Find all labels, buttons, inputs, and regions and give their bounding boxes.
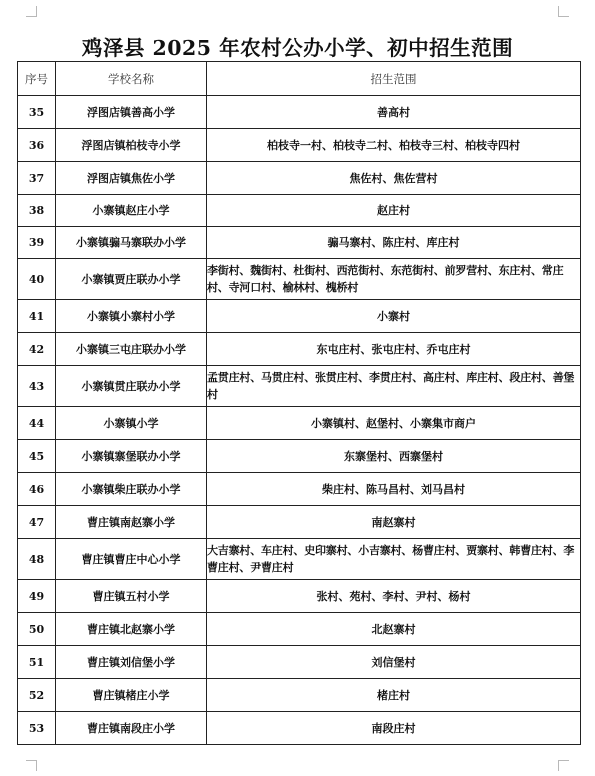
school-name: 小寨镇柴庄联办小学 <box>56 473 207 506</box>
enrollment-scope: 柴庄村、陈马昌村、刘马昌村 <box>207 473 581 506</box>
row-number: 38 <box>18 195 56 227</box>
enrollment-scope: 南赵寨村 <box>207 506 581 539</box>
school-name: 浮图店镇柏枝寺小学 <box>56 129 207 162</box>
enrollment-scope: 柏枝寺一村、柏枝寺二村、柏枝寺三村、柏枝寺四村 <box>207 129 581 162</box>
row-number: 52 <box>18 679 56 712</box>
table-row <box>18 440 581 473</box>
enrollment-scope: 北赵寨村 <box>207 613 581 646</box>
table-header-row <box>18 62 581 96</box>
enrollment-scope: 骟马寨村、陈庄村、库庄村 <box>207 227 581 259</box>
school-name: 小寨镇贾庄联办小学 <box>56 259 207 300</box>
school-name: 曹庄镇楮庄小学 <box>56 679 207 712</box>
margin-corner-top-right <box>558 6 569 17</box>
row-number: 44 <box>18 407 56 440</box>
margin-corner-top-left <box>26 6 37 17</box>
enrollment-scope: 东屯庄村、张屯庄村、乔屯庄村 <box>207 333 581 366</box>
school-name: 浮图店镇善高小学 <box>56 96 207 129</box>
table-row <box>18 506 581 539</box>
school-name: 小寨镇贯庄联办小学 <box>56 366 207 407</box>
enrollment-scope: 楮庄村 <box>207 679 581 712</box>
school-name: 小寨镇小寨村小学 <box>56 300 207 333</box>
header-enrollment-scope: 招生范围 <box>207 62 581 96</box>
school-name: 小寨镇寨堡联办小学 <box>56 440 207 473</box>
row-number: 51 <box>18 646 56 679</box>
school-name: 小寨镇小学 <box>56 407 207 440</box>
table-row <box>18 712 581 745</box>
table-row <box>18 300 581 333</box>
row-number: 39 <box>18 227 56 259</box>
table-row <box>18 407 581 440</box>
table-row <box>18 613 581 646</box>
row-number: 36 <box>18 129 56 162</box>
row-number: 43 <box>18 366 56 407</box>
table-row <box>18 580 581 613</box>
school-name: 小寨镇骟马寨联办小学 <box>56 227 207 259</box>
document-title: 鸡泽县 2025 年农村公办小学、初中招生范围 <box>81 36 514 60</box>
table-row <box>18 366 581 407</box>
row-number: 48 <box>18 539 56 580</box>
enrollment-scope: 李街村、魏街村、杜街村、西范街村、东范街村、前罗营村、东庄村、常庄村、寺河口村、榆林村、槐桥村 <box>207 259 581 300</box>
enrollment-scope: 张村、苑村、李村、尹村、杨村 <box>207 580 581 613</box>
table-row <box>18 646 581 679</box>
row-number: 46 <box>18 473 56 506</box>
table-row <box>18 195 581 227</box>
row-number: 35 <box>18 96 56 129</box>
table-row <box>18 473 581 506</box>
enrollment-scope: 善高村 <box>207 96 581 129</box>
school-name: 曹庄镇南段庄小学 <box>56 712 207 745</box>
school-name: 曹庄镇曹庄中心小学 <box>56 539 207 580</box>
row-number: 40 <box>18 259 56 300</box>
table-row <box>18 259 581 300</box>
table-row <box>18 129 581 162</box>
row-number: 41 <box>18 300 56 333</box>
row-number: 49 <box>18 580 56 613</box>
enrollment-scope: 焦佐村、焦佐营村 <box>207 162 581 195</box>
school-name: 小寨镇三屯庄联办小学 <box>56 333 207 366</box>
enrollment-scope: 东寨堡村、西寨堡村 <box>207 440 581 473</box>
enrollment-scope: 孟贯庄村、马贯庄村、张贯庄村、李贯庄村、高庄村、库庄村、段庄村、善堡村 <box>207 366 581 407</box>
row-number: 50 <box>18 613 56 646</box>
margin-corner-bottom-right <box>558 760 569 771</box>
enrollment-scope: 赵庄村 <box>207 195 581 227</box>
row-number: 37 <box>18 162 56 195</box>
school-name: 浮图店镇焦佐小学 <box>56 162 207 195</box>
header-school-name: 学校名称 <box>56 62 207 96</box>
table-row <box>18 679 581 712</box>
school-name: 小寨镇赵庄小学 <box>56 195 207 227</box>
margin-corner-bottom-left <box>26 760 37 771</box>
row-number: 42 <box>18 333 56 366</box>
row-number: 45 <box>18 440 56 473</box>
row-number: 47 <box>18 506 56 539</box>
enrollment-scope: 小寨村 <box>207 300 581 333</box>
enrollment-scope: 刘信堡村 <box>207 646 581 679</box>
table-row <box>18 227 581 259</box>
school-name: 曹庄镇刘信堡小学 <box>56 646 207 679</box>
school-name: 曹庄镇五村小学 <box>56 580 207 613</box>
header-number: 序号 <box>18 62 56 96</box>
table-row <box>18 96 581 129</box>
school-name: 曹庄镇南赵寨小学 <box>56 506 207 539</box>
row-number: 53 <box>18 712 56 745</box>
table-row <box>18 333 581 366</box>
enrollment-table <box>17 61 581 745</box>
enrollment-scope: 大吉寨村、车庄村、史印寨村、小吉寨村、杨曹庄村、贾寨村、韩曹庄村、李曹庄村、尹曹庄村 <box>207 539 581 580</box>
enrollment-scope: 南段庄村 <box>207 712 581 745</box>
table-row <box>18 539 581 580</box>
enrollment-scope: 小寨镇村、赵堡村、小寨集市商户 <box>207 407 581 440</box>
school-name: 曹庄镇北赵寨小学 <box>56 613 207 646</box>
table-row <box>18 162 581 195</box>
